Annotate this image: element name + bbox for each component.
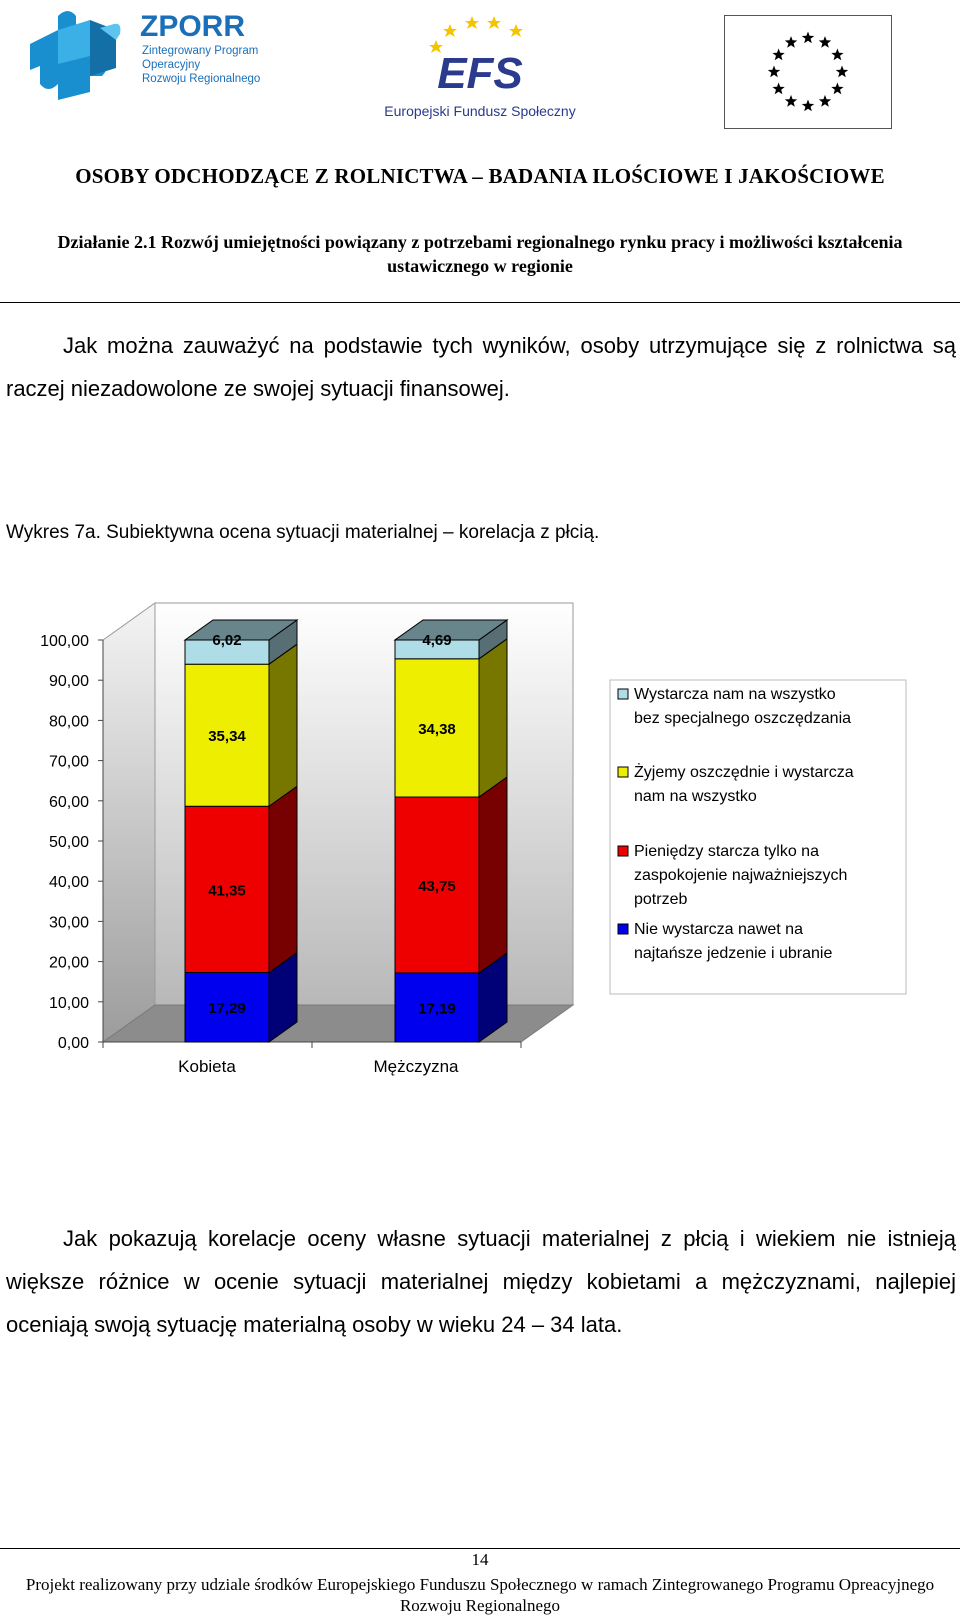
legend-swatch — [618, 689, 628, 699]
eu-star-icon — [772, 83, 784, 95]
bar-segment-side — [269, 644, 297, 806]
zporr-logo-sub-2: Operacyjny — [142, 59, 201, 71]
efs-logo-sub: Europejski Fundusz Społeczny — [384, 103, 576, 119]
y-tick-label: 60,00 — [48, 793, 89, 811]
data-label: 43,75 — [418, 877, 456, 895]
eu-star-icon — [785, 95, 797, 107]
legend-label: Nie wystarcza nawet na — [634, 921, 803, 938]
y-tick-label: 10,00 — [48, 994, 89, 1012]
header-divider — [0, 302, 960, 303]
page-number: 14 — [471, 1550, 489, 1569]
eu-star-icon — [772, 49, 784, 61]
legend-label: potrzeb — [634, 891, 688, 908]
figure-caption: Wykres 7a. Subiektywna ocena sytuacji materialnej – korelacja z płcią. — [6, 522, 600, 543]
y-tick-label: 90,00 — [48, 673, 89, 691]
efs-logo-text: EFS — [437, 49, 523, 98]
data-label: 6,02 — [212, 632, 242, 649]
eu-star-icon — [836, 66, 848, 78]
eu-stars-icon — [768, 32, 848, 112]
legend-label: Żyjemy oszczędnie i wystarcza — [634, 764, 854, 781]
legend-label: Pieniędzy starcza tylko na — [634, 843, 819, 860]
efs-logo — [380, 10, 580, 125]
y-tick-label: 100,00 — [40, 633, 89, 650]
legend-label: Wystarcza nam na wszystko — [634, 686, 836, 703]
eu-star-icon — [819, 95, 831, 107]
bar-segment-side — [269, 786, 297, 972]
zporr-logo-sub-1: Zintegrowany Program — [142, 45, 259, 57]
eu-flag-logo — [724, 15, 892, 129]
eu-star-icon — [768, 66, 780, 78]
legend-label: bez specjalnego oszczędzania — [634, 710, 852, 727]
x-category-label: Kobieta — [178, 1057, 236, 1076]
footer-text: Projekt realizowany przy udziale środków Europejskiego Funduszu Społecznego w ramach Zintegrowanego Programu Opreacyjnego Rozwoju Regionalnego — [25, 1575, 935, 1615]
puzzle-icon — [30, 11, 120, 100]
eu-star-icon — [819, 36, 831, 48]
legend-swatch — [618, 924, 628, 934]
y-tick-label: 40,00 — [48, 874, 89, 892]
x-category-label: Mężczyzna — [373, 1057, 459, 1076]
legend-swatch — [618, 767, 628, 777]
paragraph-intro: Jak można zauważyć na podstawie tych wyników, osoby utrzymujące się z rolnictwa są raczej niezadowolone ze swojej sytuacji finansowej. — [6, 333, 956, 401]
data-label: 34,38 — [418, 720, 456, 738]
data-label: 4,69 — [422, 631, 452, 649]
y-tick-label: 50,00 — [48, 834, 89, 851]
y-tick-label: 20,00 — [48, 954, 89, 972]
bar-segment-side — [479, 777, 507, 973]
legend-label: nam na wszystko — [634, 788, 757, 805]
stacked-bar-chart — [0, 600, 960, 1120]
eu-star-icon — [831, 83, 843, 95]
bar-segment-side — [479, 639, 507, 797]
legend-swatch — [618, 846, 628, 856]
document-title: OSOBY ODCHODZĄCE Z ROLNICTWA – BADANIA ILOŚCIOWE I JAKOŚCIOWE — [75, 164, 885, 188]
y-tick-label: 80,00 — [48, 713, 89, 731]
data-label: 17,19 — [418, 1000, 456, 1018]
document-subtitle: Działanie 2.1 Rozwój umiejętności powiązany z potrzebami regionalnego rynku pracy i możliwości kształcenia ustawicznego w regionie — [57, 232, 903, 276]
y-tick-label: 0,00 — [57, 1035, 89, 1052]
zporr-logo-sub-3: Rozwoju Regionalnego — [142, 73, 261, 85]
data-label: 41,35 — [208, 882, 246, 900]
data-label: 17,29 — [208, 1000, 246, 1018]
paragraph-conclusion: Jak pokazują korelacje oceny własne sytuacji materialnej z płcią i wiekiem nie istnieją większe różnice w ocenie sytuacji materialnej między kobietami a mężczyznami, najlepiej oceniają swoją sytuację materialną osoby w wieku 24 – 34 lata. — [6, 1226, 956, 1337]
zporr-logo-text: ZPORR — [140, 10, 245, 43]
legend-label: zaspokojenie najważniejszych — [634, 867, 848, 884]
eu-star-icon — [785, 36, 797, 48]
y-tick-label: 30,00 — [48, 914, 89, 932]
legend-label: najtańsze jedzenie i ubranie — [634, 945, 833, 962]
data-label: 35,34 — [208, 728, 246, 746]
eu-star-icon — [802, 32, 814, 44]
y-tick-label: 70,00 — [48, 753, 89, 771]
stars-arc-icon — [429, 16, 523, 53]
footer-divider — [0, 1548, 960, 1549]
zporr-logo — [28, 4, 268, 100]
eu-star-icon — [802, 100, 814, 112]
chart-side-wall — [103, 603, 155, 1042]
eu-star-icon — [831, 49, 843, 61]
